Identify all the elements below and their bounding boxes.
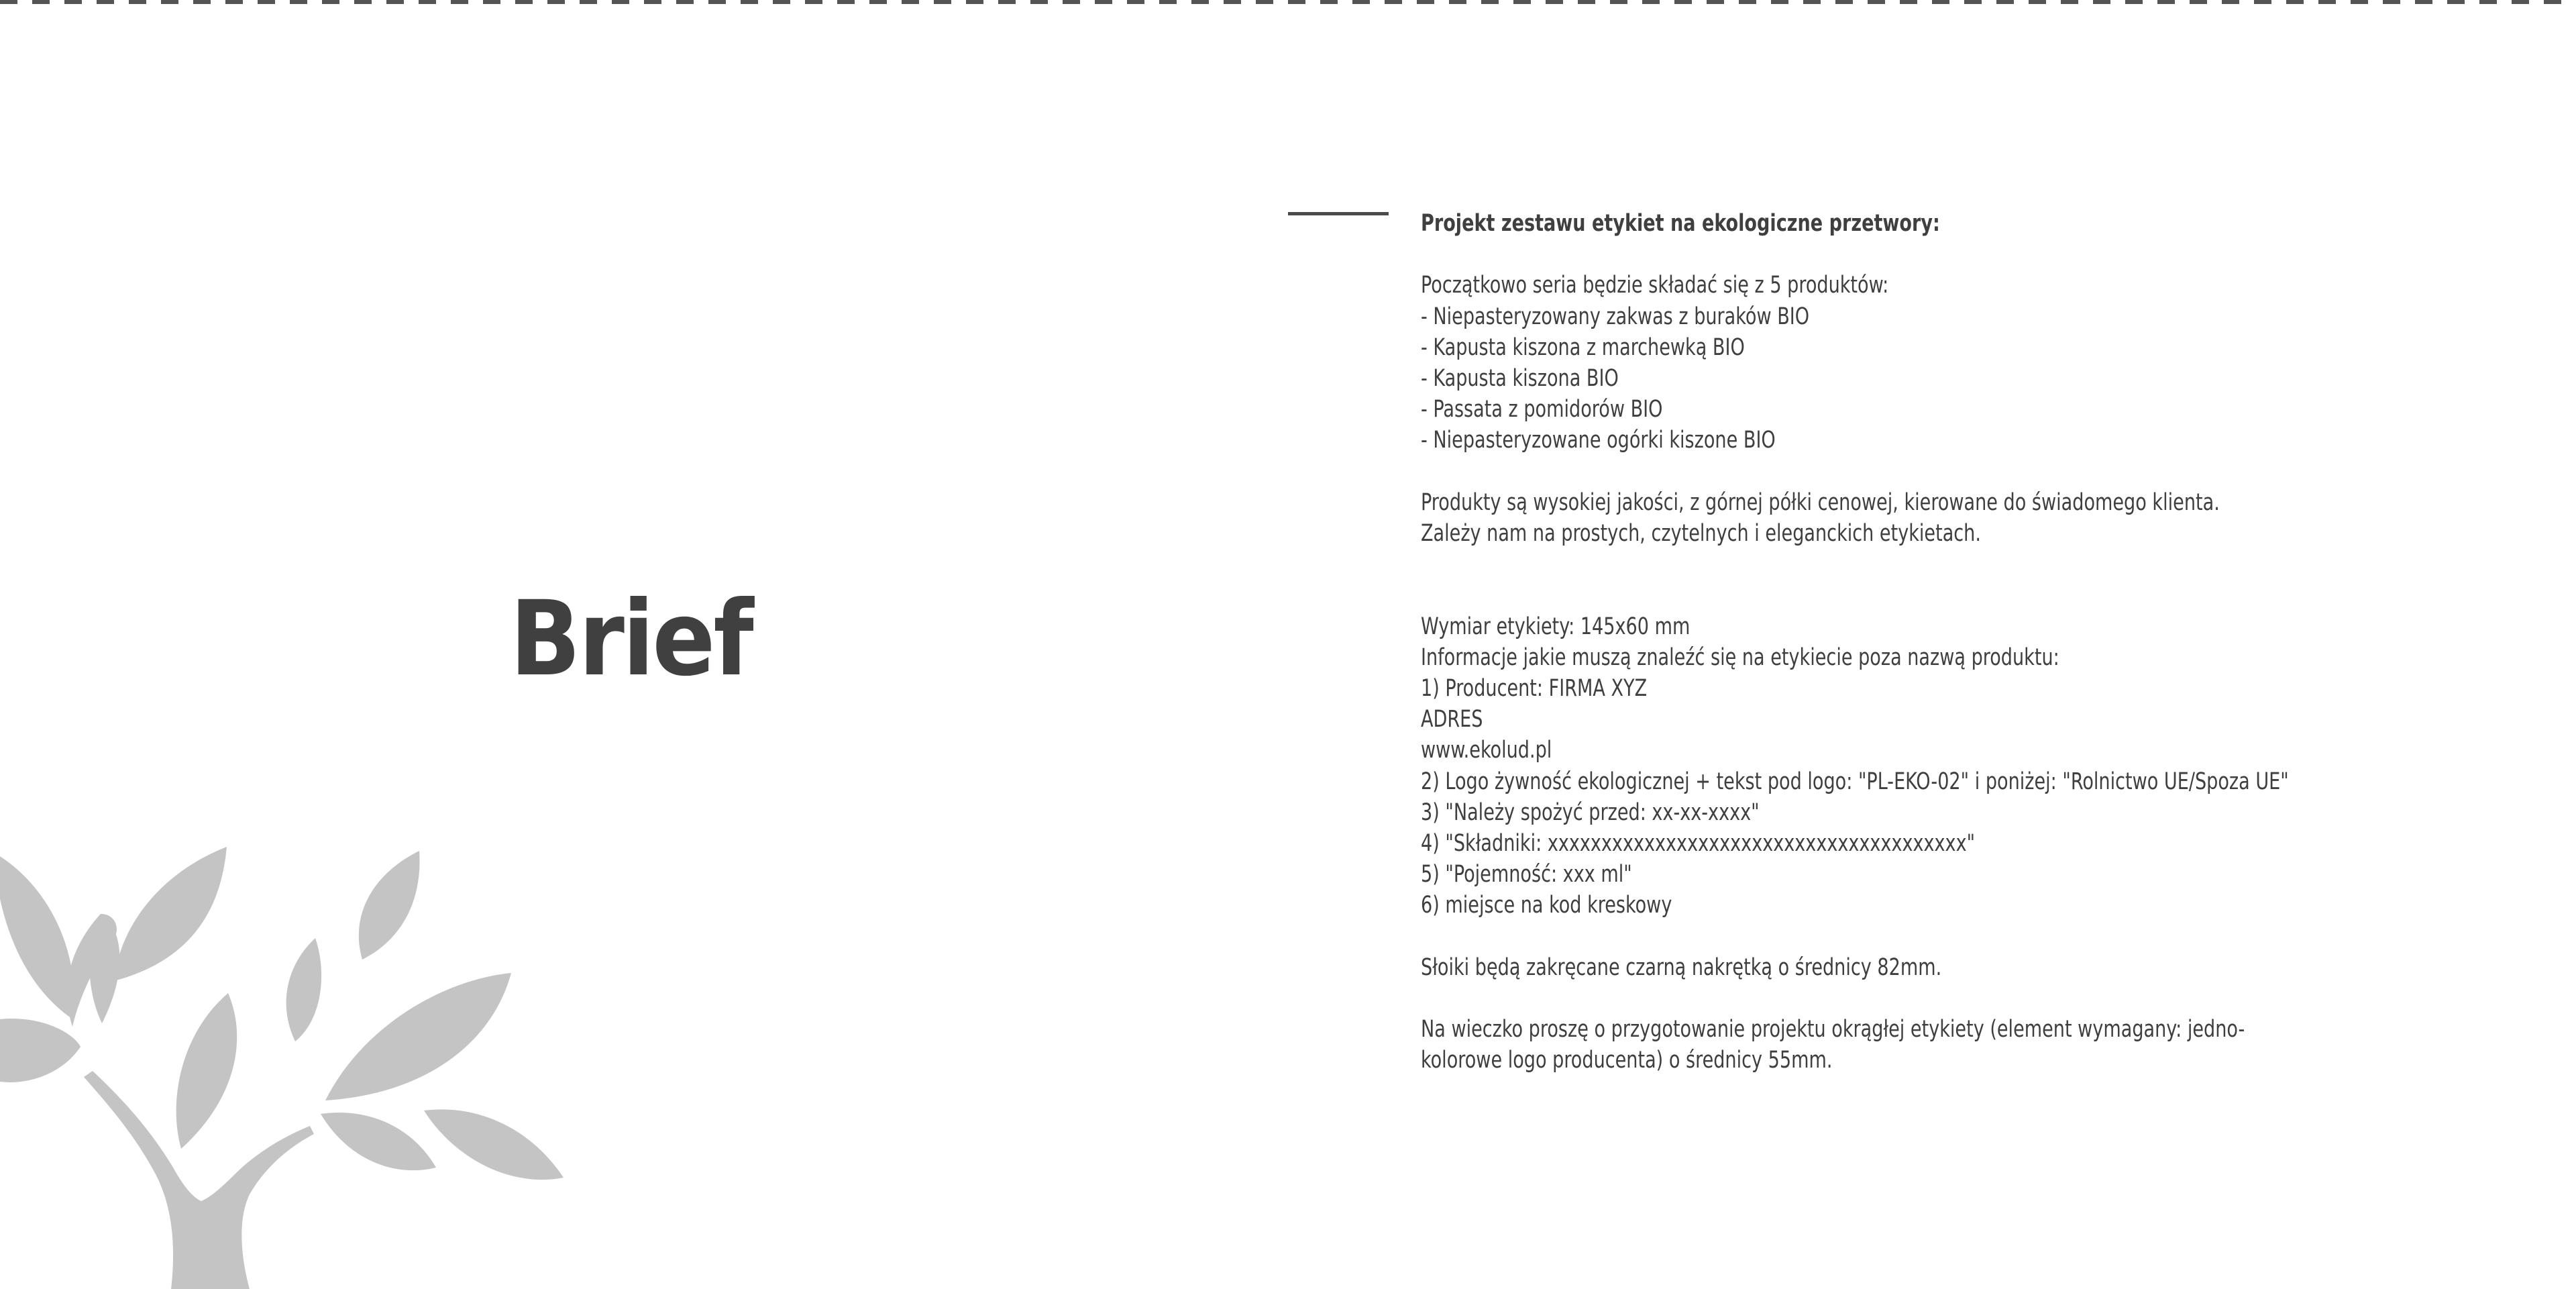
info-item: 4) "Składniki: xxxxxxxxxxxxxxxxxxxxxxxxxxxxxxxxxxxxxxx" xyxy=(1421,830,1976,858)
info-item: 6) miejsce na kod kreskowy xyxy=(1421,892,1672,919)
product-item: - Niepasteryzowany zakwas z buraków BIO xyxy=(1421,303,1810,330)
info-item: www.ekolud.pl xyxy=(1421,737,1552,764)
quality-text: Zależy nam na prostych, czytelnych i eleganckich etykietach. xyxy=(1421,520,1981,547)
product-item: - Kapusta kiszona z marchewką BIO xyxy=(1421,333,1745,361)
info-item: 1) Producent: FIRMA XYZ xyxy=(1421,675,1648,702)
dashed-top-border xyxy=(0,0,2576,4)
info-item: 2) Logo żywność ekologicznej + tekst pod logo: "PL-EKO-02" i poniżej: "Rolnictwo UE/Spoza UE" xyxy=(1421,768,2289,795)
accent-divider xyxy=(1288,212,1389,215)
lid-text: Na wieczko proszę o przygotowanie projektu okrągłej etykiety (element wymagany: jedno- xyxy=(1421,1016,2245,1043)
jars-text: Słoiki będą zakręcane czarną nakrętką o średnicy 82mm. xyxy=(1421,953,1942,981)
info-item: 3) "Należy spożyć przed: xx-xx-xxxx" xyxy=(1421,798,1760,826)
quality-text: Produkty są wysokiej jakości, z górnej półki cenowej, kierowane do świadomego klienta. xyxy=(1421,488,2220,516)
info-item: 5) "Pojemność: xxx ml" xyxy=(1421,861,1632,888)
brief-content xyxy=(1421,208,2367,1076)
label-dimension: Wymiar etykiety: 145x60 mm xyxy=(1421,613,1690,640)
page-title: Brief xyxy=(510,579,752,699)
project-title: Projekt zestawu etykiet na ekologiczne przetwory: xyxy=(1421,210,1940,237)
product-item: - Passata z pomidorów BIO xyxy=(1421,396,1663,423)
lid-text: kolorowe logo producenta) o średnicy 55mm. xyxy=(1421,1047,1833,1074)
product-item: - Niepasteryzowane ogórki kiszone BIO xyxy=(1421,427,1776,454)
product-item: - Kapusta kiszona BIO xyxy=(1421,365,1619,392)
info-item: ADRES xyxy=(1421,706,1483,733)
tree-leaves-icon xyxy=(0,738,604,1289)
products-lead: Początkowo seria będzie składać się z 5 produktów: xyxy=(1421,272,1889,299)
info-lead: Informacje jakie muszą znaleźć się na etykiecie poza nazwą produktu: xyxy=(1421,643,2059,671)
